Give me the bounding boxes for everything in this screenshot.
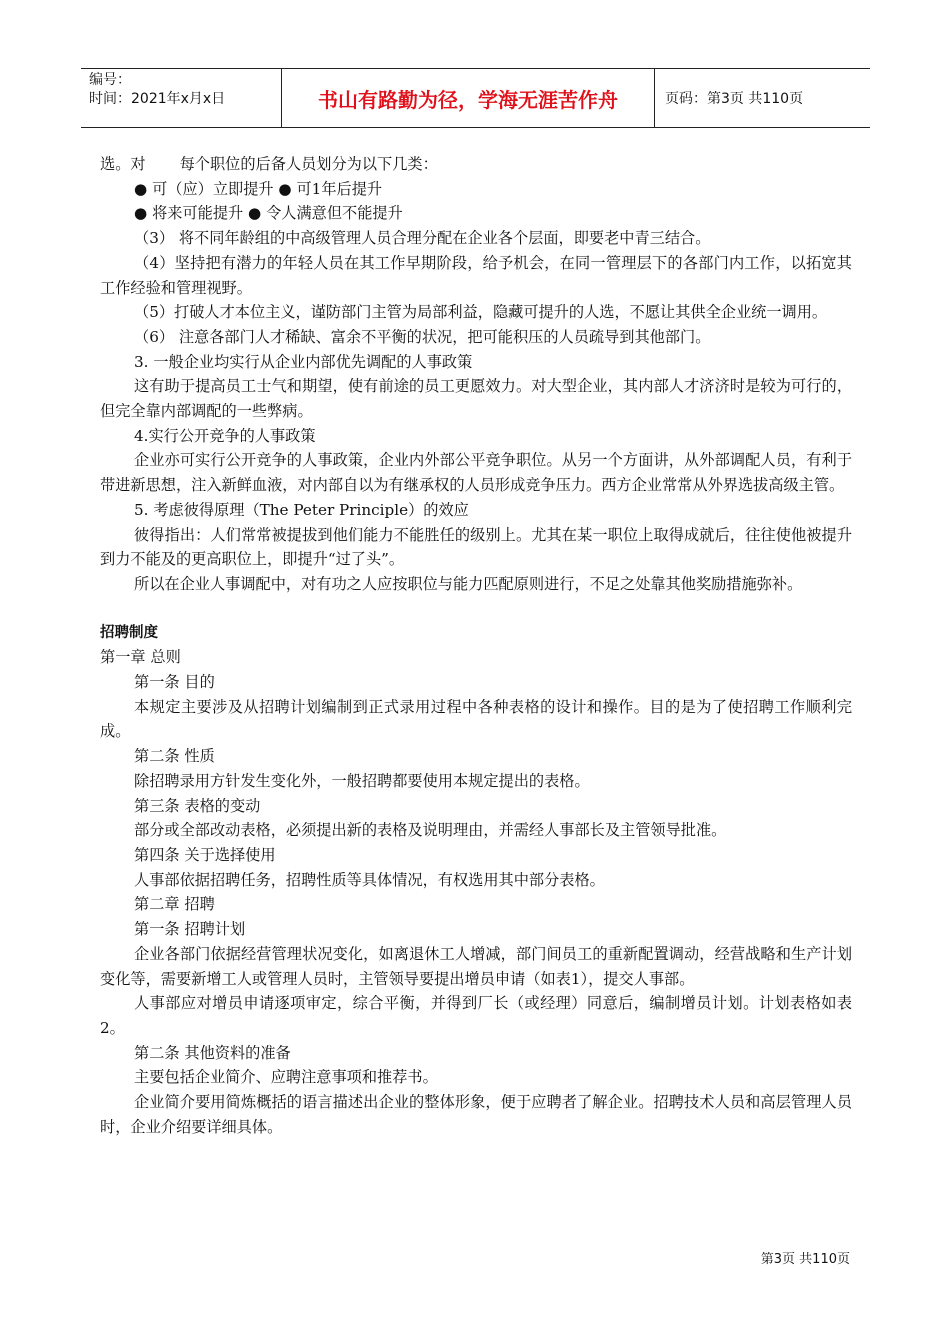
article-1-body: 本规定主要涉及从招聘计划编制到正式录用过程中各种表格的设计和操作。目的是为了使招聘工作顺利完成。 [100,697,852,741]
ch2-article-2-title: 第二条 其他资料的准备 [134,1043,291,1062]
chapter-1-title: 第一章 总则 [100,648,181,667]
chapter-2-title: 第二章 招聘 [134,895,215,914]
header-meta [81,69,282,127]
paragraph-item-3: （3） 将不同年龄组的中高级管理人员合理分配在企业各个层面，即要老中青三结合。 [134,229,711,248]
header-motto: 书山有路勤为径，学海无涯苦作舟 [282,69,655,127]
paragraph-categories-intro: 选。对 每个职位的后备人员划分为以下几类： [100,155,438,173]
ch2-article-1-title: 第一条 招聘计划 [134,920,246,939]
bullet-line-2: ● 将来可能提升 ● 令人满意但不能提升 [134,204,403,223]
article-1-title: 第一条 目的 [134,673,215,692]
ch2-article-2-body: 主要包括企业简介、应聘注意事项和推荐书。 [134,1068,438,1087]
heading-policy-4: 4.实行公开竞争的人事政策 [134,426,316,445]
heading-policy-3: 3. 一般企业均实行从企业内部优先调配的人事政策 [134,352,473,371]
paragraph-item-5: （5）打破人才本位主义，谨防部门主管为局部利益，隐藏可提升的人选，不愿让其供全企业统一调用。 [134,303,828,322]
section-title-recruitment: 招聘制度 [100,624,158,641]
article-4-body: 人事部依据招聘任务，招聘性质等具体情况，有权选用其中部分表格。 [134,870,605,889]
header-code-label: 编号： [89,72,131,88]
document-body [100,152,852,1139]
article-3-body: 部分或全部改动表格，必须提出新的表格及说明理由，并需经人事部长及主管领导批准。 [134,821,727,840]
page-header [81,68,870,128]
header-page-info: 页码：第3页 共110页 [665,91,804,107]
article-4-title: 第四条 关于选择使用 [134,845,276,864]
article-3-title: 第三条 表格的变动 [134,796,261,815]
paragraph-item-6: （6） 注意各部门人才稀缺、富余不平衡的状况，把可能积压的人员疏导到其他部门。 [134,327,711,346]
ch2-article-1-body: 企业各部门依据经营管理状况变化，如离退休工人增减，部门间员工的重新配置调动，经营战略和生产计划变化等，需要新增工人或管理人员时，主管领导要提出增员申请（如表1），提交人事部。 [100,944,852,988]
paragraph-policy-3: 这有助于提高员工士气和期望，使有前途的员工更愿效力。对大型企业，其内部人才济济时是较为可行的，但完全靠内部调配的一些弊病。 [100,377,852,421]
bullet-line-1: ● 可（应）立即提升 ● 可1年后提升 [134,179,383,198]
paragraph-policy-4: 企业亦可实行公开竞争的人事政策，企业内外部公平竞争职位。从另一个方面讲，从外部调配人员，有利于带进新思想，注入新鲜血液，对内部自以为有继承权的人员形成竞争压力。西方企业常常从外界选拔高级主管。 [100,451,852,495]
article-2-body: 除招聘录用方针发生变化外，一般招聘都要使用本规定提出的表格。 [134,771,590,790]
header-time-label: 时间：2021年x月x日 [89,91,226,107]
article-2-title: 第二条 性质 [134,747,215,766]
heading-policy-5: 5. 考虑彼得原理（The Peter Principle）的效应 [134,500,469,519]
paragraph-policy-5-conclusion: 所以在企业人事调配中，对有功之人应按职位与能力匹配原则进行，不足之处靠其他奖励措施弥补。 [134,574,803,593]
ch2-article-2-body-2: 企业简介要用简炼概括的语言描述出企业的整体形象，便于应聘者了解企业。招聘技术人员和高层管理人员时，企业介绍要详细具体。 [100,1093,852,1136]
ch2-article-1-body-2: 人事部应对增员申请逐项审定，综合平衡，并得到厂长（或经理）同意后，编制增员计划。计划表格如表2。 [100,994,852,1037]
paragraph-item-4: （4）坚持把有潜力的年轻人员在其工作早期阶段，给予机会，在同一管理层下的各部门内工作，以拓宽其工作经验和管理视野。 [100,253,852,297]
page-footer: 第3页 共110页 [760,1252,850,1267]
paragraph-policy-5: 彼得指出：人们常常被提拔到他们能力不能胜任的级别上。尤其在某一职位上取得成就后，往往使他被提升到力不能及的更高职位上，即提升“过了头”。 [100,525,852,569]
